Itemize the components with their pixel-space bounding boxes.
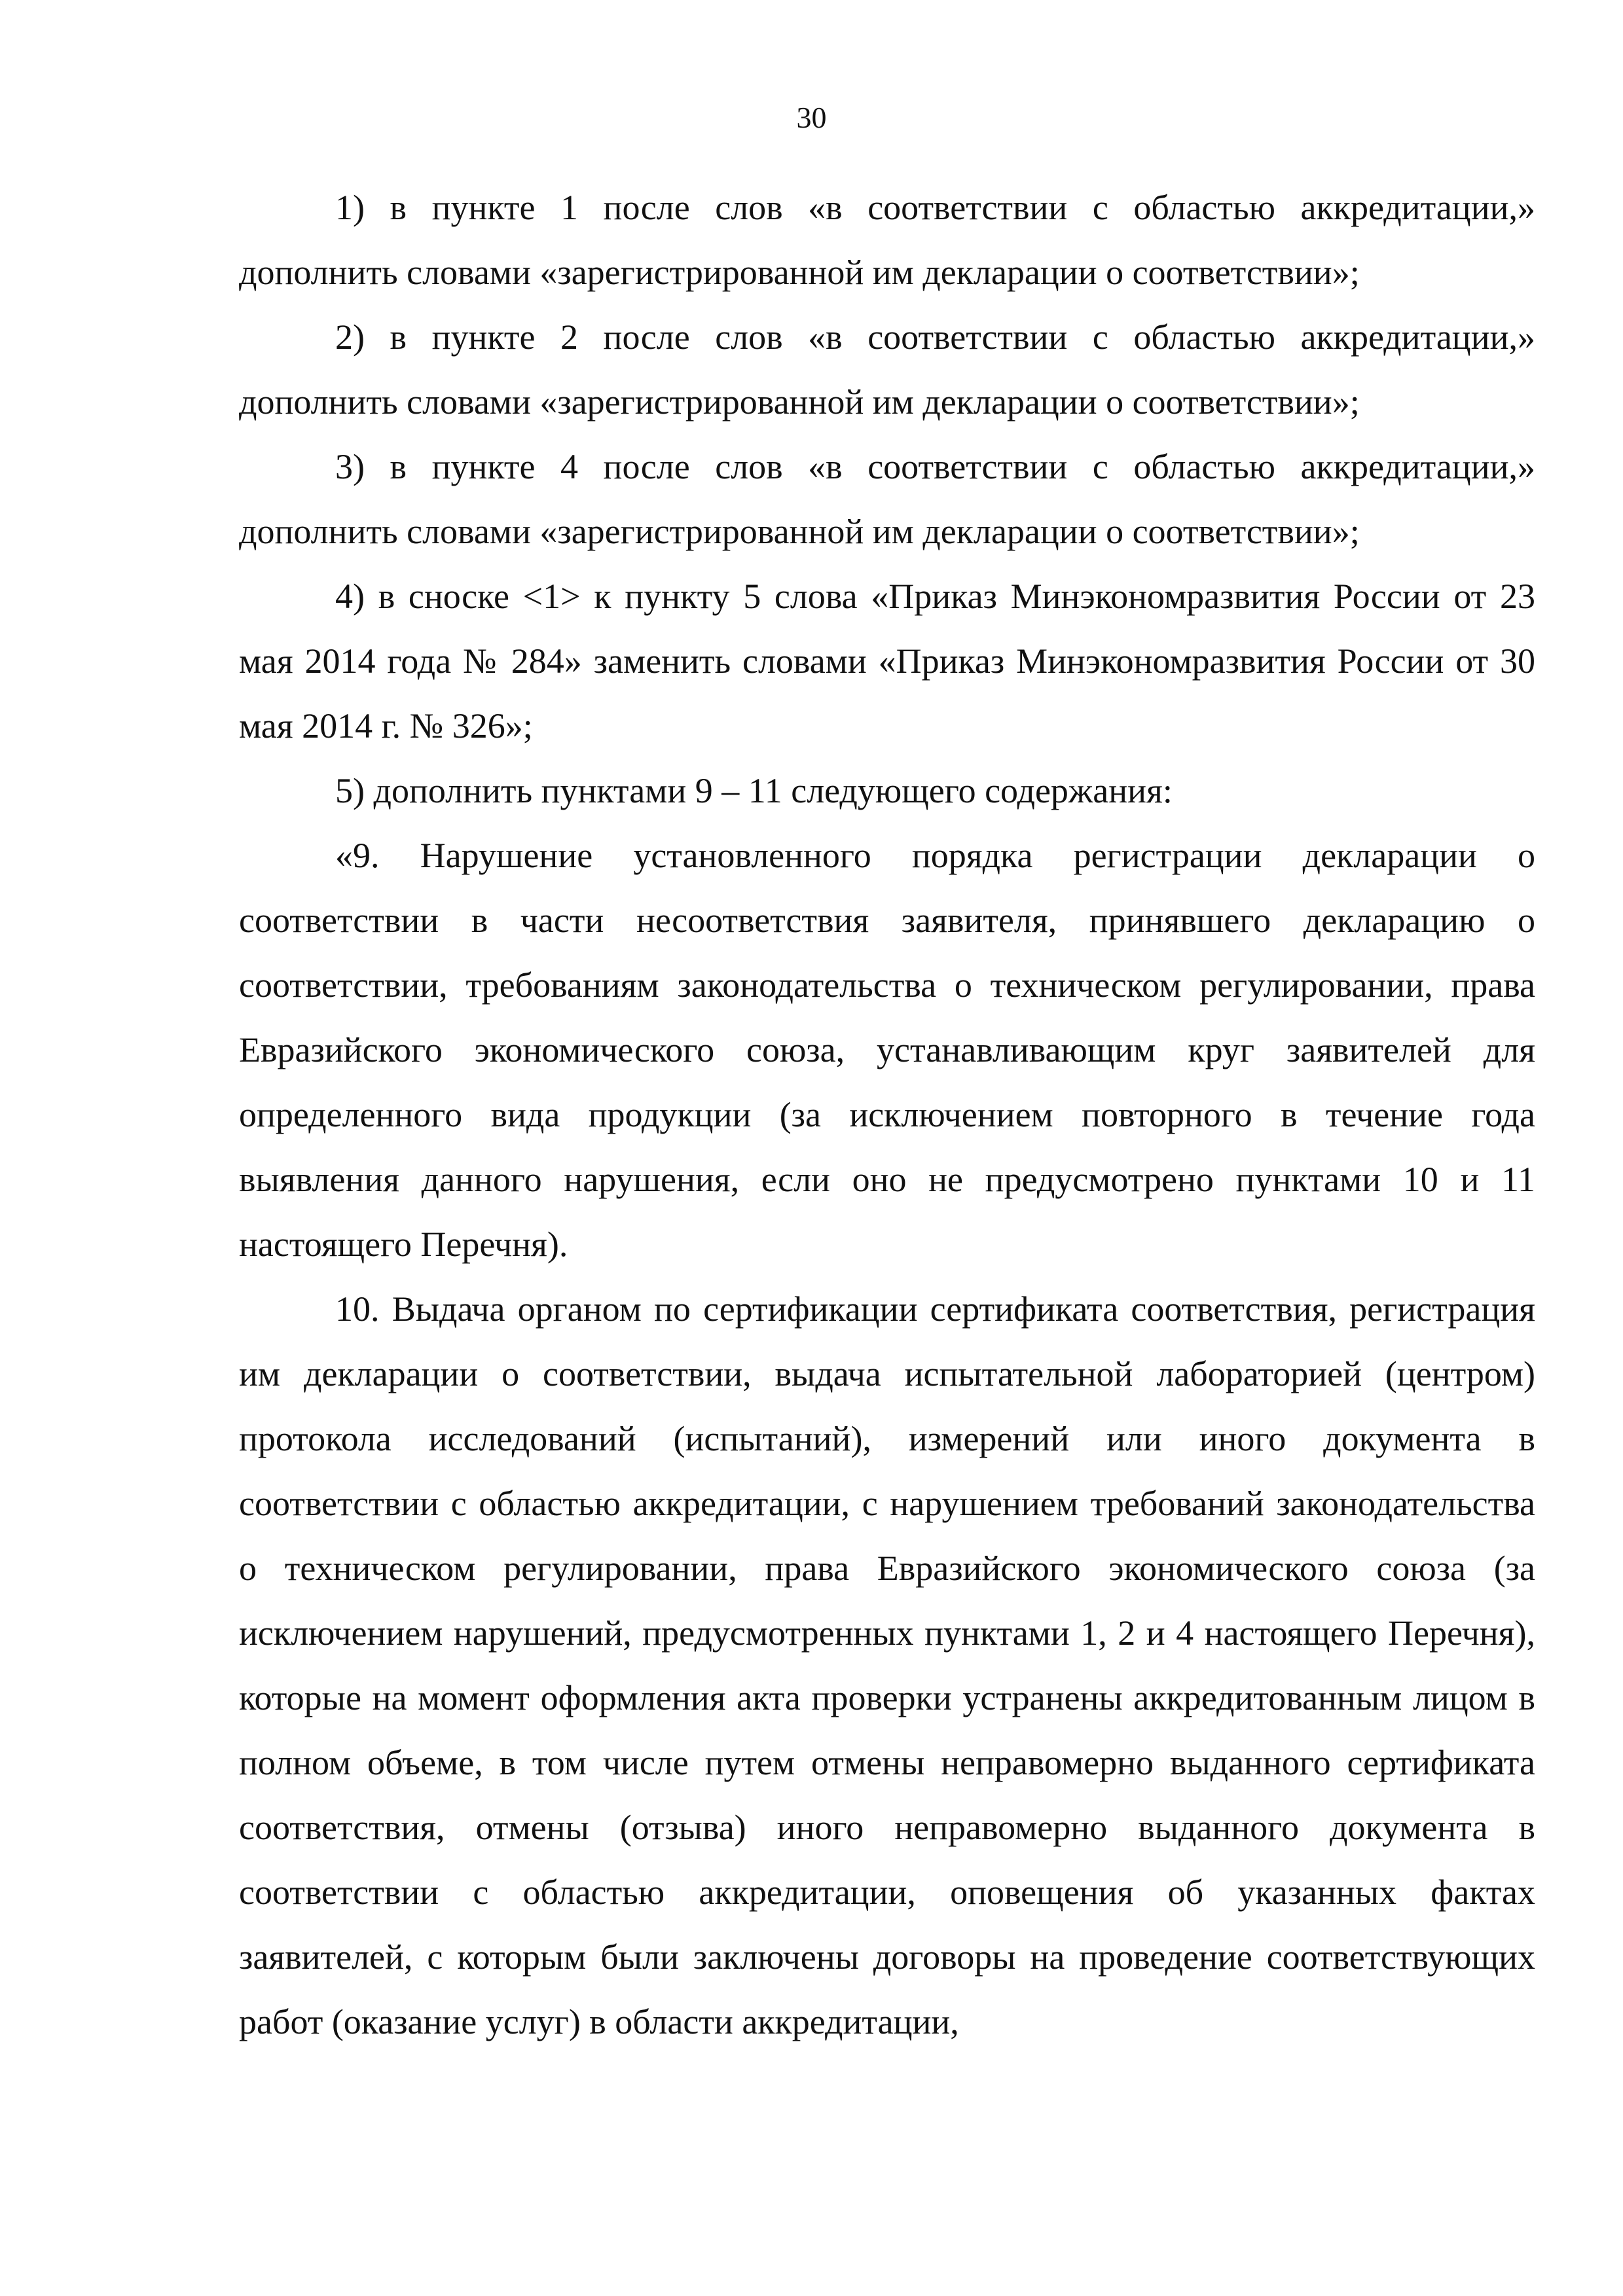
document-body — [239, 175, 1535, 2054]
paragraph-point-10: 10. Выдача органом по сертификации сертификата соответствия, регистрация им декларации о соответствии, выдача испытательной лабораторией (центром) протокола исследований (испытаний), измерений или иного документа в соответствии с областью аккредитации, с нарушением требований законодательства о техническом регулировании, права Евразийского экономического союза (за исключением нарушений, предусмотренных пунктами 1, 2 и 4 настоящего Перечня), которые на момент оформления акта проверки устранены аккредитованным лицом в полном объеме, в том числе путем отмены неправомерно выданного сертификата соответствия, отмены (отзыва) иного неправомерно выданного документа в соответствии с областью аккредитации, оповещения об указанных фактах заявителей, с которым были заключены договоры на проведение соответствующих работ (оказание услуг) в области аккредитации, — [239, 1289, 1535, 2041]
paragraph-item-5: 5) дополнить пунктами 9 – 11 следующего содержания: — [335, 771, 1173, 810]
page-number: 30 — [796, 101, 827, 134]
paragraph-item-2: 2) в пункте 2 после слов «в соответствии с областью аккредитации,» дополнить словами «зарегистрированной им декларации о соответствии»; — [239, 317, 1535, 422]
paragraph-item-4: 4) в сноске <1> к пункту 5 слова «Приказ Минэкономразвития России от 23 мая 2014 года № 284» заменить словами «Приказ Минэкономразвития России от 30 мая 2014 г. № 326»; — [239, 577, 1535, 745]
paragraph-item-1: 1) в пункте 1 после слов «в соответствии с областью аккредитации,» дополнить словами «зарегистрированной им декларации о соответствии»; — [239, 188, 1535, 292]
paragraph-item-3: 3) в пункте 4 после слов «в соответствии с областью аккредитации,» дополнить словами «зарегистрированной им декларации о соответствии»; — [239, 447, 1535, 551]
paragraph-point-9: «9. Нарушение установленного порядка регистрации декларации о соответствии в части несоответствия заявителя, принявшего декларацию о соответствии, требованиям законодательства о техническом регулировании, права Евразийского экономического союза, устанавливающим круг заявителей для определенного вида продукции (за исключением повторного в течение года выявления данного нарушения, если оно не предусмотрено пунктами 10 и 11 настоящего Перечня). — [239, 836, 1535, 1264]
